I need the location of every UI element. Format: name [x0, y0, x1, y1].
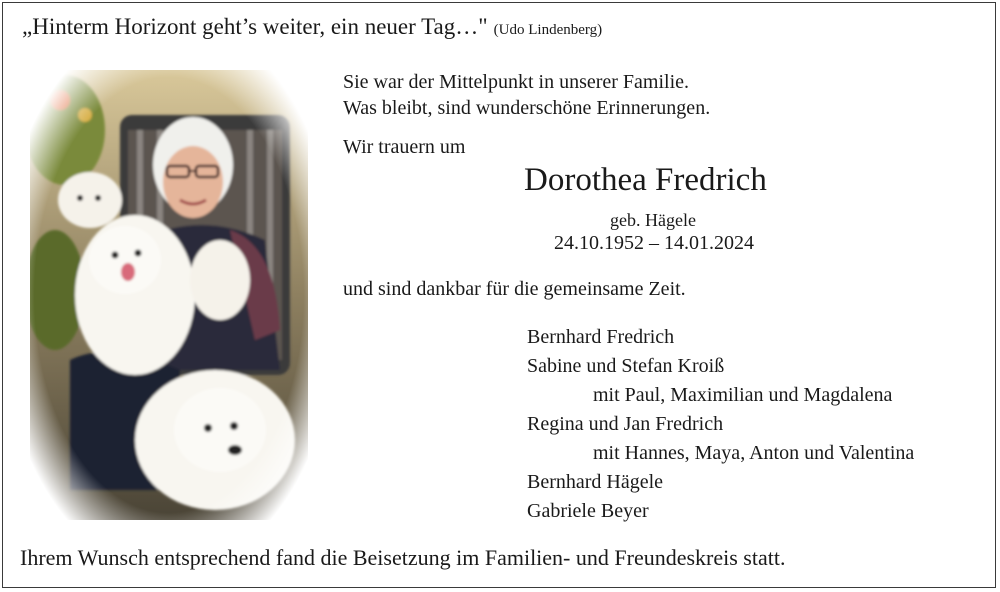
intro-line-2: Was bleibt, sind wunderschöne Erinnerungen.: [343, 97, 711, 119]
epigraph-quote: [22, 14, 602, 40]
burial-note: Ihrem Wunsch entsprechend fand die Beisetzung im Familien- und Freundeskreis statt.: [20, 545, 786, 570]
quote-text: „Hinterm Horizont geht’s weiter, ein neuer Tag…": [22, 14, 488, 39]
mourner-children-line: mit Paul, Maximilian und Magdalena: [593, 384, 893, 406]
portrait-photo: [30, 70, 308, 520]
quote-author: (Udo Lindenberg): [493, 22, 603, 38]
birth-name: geb. Hägele: [610, 210, 696, 230]
mourner-line: Bernhard Hägele: [527, 471, 664, 493]
mourner-line: Bernhard Fredrich: [527, 326, 675, 348]
intro-line-3: Wir trauern um: [343, 136, 466, 158]
intro-line-1: Sie war der Mittelpunkt in unserer Familie.: [343, 71, 690, 93]
deceased-name: Dorothea Fredrich: [524, 162, 767, 198]
mourner-line: Regina und Jan Fredrich: [527, 413, 724, 435]
mourner-line: Sabine und Stefan Kroiß: [527, 355, 725, 377]
mourner-children-line: mit Hannes, Maya, Anton und Valentina: [593, 442, 915, 464]
thanks-line: und sind dankbar für die gemeinsame Zeit.: [343, 278, 686, 300]
life-dates: 24.10.1952 – 14.01.2024: [554, 232, 754, 254]
mourner-line: Gabriele Beyer: [527, 500, 649, 522]
